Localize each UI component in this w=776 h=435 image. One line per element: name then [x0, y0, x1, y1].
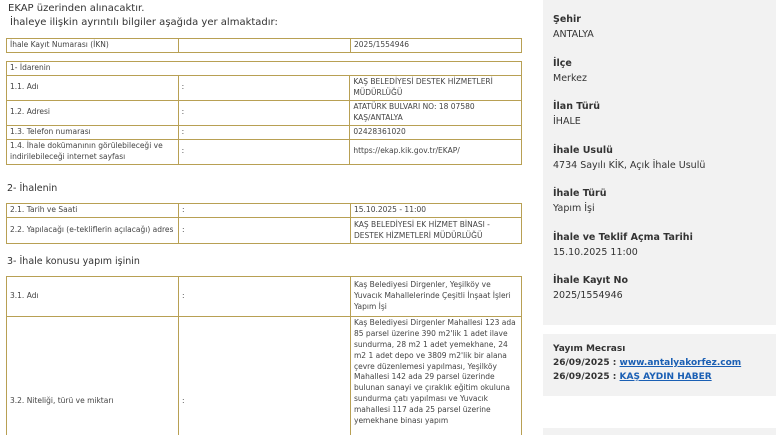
yayim-link[interactable]: KAŞ AYDIN HABER: [619, 372, 712, 382]
ihale-table: [6, 203, 522, 244]
yayim-mecrasi-title: Yayım Mecrası: [553, 344, 626, 354]
idare-table: [6, 61, 522, 165]
yayim-link[interactable]: www.antalyakorfez.com: [619, 358, 742, 368]
row-separator: :: [178, 100, 350, 125]
intro-line-1: EKAP üzerinden alınacaktır.: [8, 3, 145, 14]
row-separator: :: [178, 75, 350, 100]
row-value: ATATÜRK BULVARI NO: 18 07580 KAŞ/ANTALYA: [350, 100, 522, 125]
row-label: 1.2. Adresi: [7, 100, 179, 125]
yayim-date: 26/09/2025 :: [553, 372, 617, 382]
table-row: [7, 125, 522, 139]
row-separator: :: [179, 317, 351, 435]
row-value[interactable]: https://ekap.kik.gov.tr/EKAP/: [350, 139, 522, 164]
row-separator: :: [178, 139, 350, 164]
yayim-entry: [553, 358, 741, 368]
ikn-value: 2025/1554946: [351, 39, 522, 53]
yayim-date: 26/09/2025 :: [553, 358, 617, 368]
table-row: [7, 75, 522, 100]
row-value: 02428361020: [350, 125, 522, 139]
row-value: 15.10.2025 - 11:00: [351, 204, 522, 218]
row-value: KAŞ BELEDİYESİ EK HİZMET BİNASI - DESTEK HİZMETLERİ MÜDÜRLÜĞÜ: [351, 218, 522, 244]
row-value: Kaş Belediyesi Dirgenler, Yeşilköy ve Yuvacık Mahallelerinde Çeşitli İnşaat İşleri Yapım İşi: [351, 277, 522, 317]
field-value-ilce: Merkez: [553, 73, 587, 84]
ikn-table: [6, 38, 522, 53]
row-label: 1.4. İhale dokümanının görülebileceği ve indirilebileceği internet sayfası: [7, 139, 179, 164]
table-row: [7, 317, 522, 435]
field-label-ilan-turu: İlan Türü: [553, 101, 601, 112]
field-label-tarih: İhale ve Teklif Açma Tarihi: [553, 232, 693, 243]
table-row: [7, 100, 522, 125]
row-label: 1.3. Telefon numarası: [7, 125, 179, 139]
ihale-section-title: 2- İhalenin: [7, 183, 58, 194]
field-value-tarih: 15.10.2025 11:00: [553, 247, 638, 258]
row-value: Kaş Belediyesi Dirgenler Mahallesi 123 ada 85 parsel üzerine 390 m2'lik 1 adet ilave sundurma, 28 m2 1 adet yemekhane, 24 m2 1 adet depo ve 3809 m2'lik bir alana çevre düzenlemesi yapılması, Yeşilköy Mahallesi 142 ada 29 parsel üzerinde bulunan sanayi ve çıraklık eğitim okuluna sundurma çatı yapılması ve Yuvacık mahallesi 117 ada 25 parsel üzerine yemekhane binası yapım: [351, 317, 522, 435]
row-label: 2.1. Tarih ve Saati: [7, 204, 179, 218]
yapim-table: [6, 276, 522, 435]
yayim-mecrasi-box: [543, 334, 776, 396]
table-row: [7, 204, 522, 218]
sidebar-info-box: [543, 0, 776, 325]
table-row: [7, 277, 522, 317]
yayim-entry: [553, 372, 712, 382]
field-value-ihale-usulu: 4734 Sayılı KİK, Açık İhale Usulü: [553, 160, 706, 171]
idare-header: 1- İdarenin: [7, 62, 522, 76]
field-value-ilan-turu: İHALE: [553, 116, 581, 127]
field-label-ilce: İlçe: [553, 58, 572, 69]
field-value-kayit-no: 2025/1554946: [553, 290, 623, 301]
row-separator: :: [179, 277, 351, 317]
row-label: 2.2. Yapılacağı (e-tekliflerin açılacağı) adres: [7, 218, 179, 244]
sidebar-next-box: [543, 428, 776, 435]
row-label: 3.1. Adı: [7, 277, 179, 317]
intro-line-2: İhaleye ilişkin ayrıntılı bilgiler aşağıda yer almaktadır:: [10, 17, 278, 28]
ikn-separator: [179, 39, 351, 53]
field-value-ihale-turu: Yapım İşi: [553, 203, 595, 214]
field-label-kayit-no: İhale Kayıt No: [553, 275, 628, 286]
field-label-ihale-turu: İhale Türü: [553, 188, 607, 199]
field-label-sehir: Şehir: [553, 14, 581, 25]
table-row: [7, 139, 522, 164]
table-row: [7, 218, 522, 244]
sidebar: [543, 0, 776, 435]
row-label: 1.1. Adı: [7, 75, 179, 100]
row-label: 3.2. Niteliği, türü ve miktarı: [7, 317, 179, 435]
row-separator: :: [178, 125, 350, 139]
field-value-sehir: ANTALYA: [553, 29, 594, 40]
ikn-label: İhale Kayıt Numarası (İKN): [7, 39, 179, 53]
row-value: KAŞ BELEDİYESİ DESTEK HİZMETLERİ MÜDÜRLÜĞÜ: [350, 75, 522, 100]
row-separator: :: [179, 218, 351, 244]
field-label-ihale-usulu: İhale Usulü: [553, 145, 613, 156]
yapim-section-title: 3- İhale konusu yapım işinin: [7, 256, 140, 267]
ikn-row: [7, 39, 522, 53]
idare-header-row: [7, 62, 522, 76]
row-separator: :: [179, 204, 351, 218]
